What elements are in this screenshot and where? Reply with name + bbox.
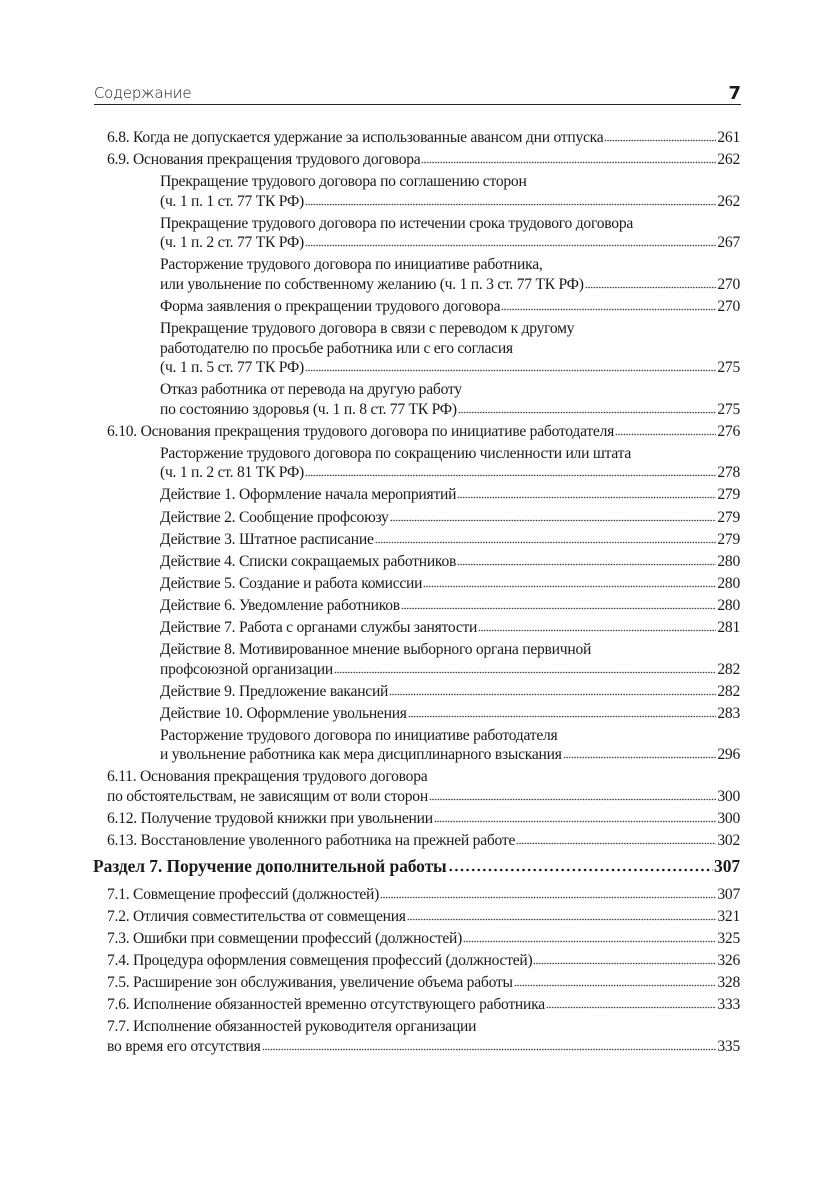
toc-entry[interactable] — [107, 995, 740, 1015]
toc-entry-title: (ч. 1 п. 2 ст. 81 ТК РФ) — [160, 464, 304, 482]
toc-entry-title: 7.5. Расширение зон обслуживания, увеличение объема работы — [107, 974, 513, 992]
toc-entry-line — [160, 255, 740, 275]
toc-entry-title: Расторжение трудового договора по сокращению численности или штата — [160, 444, 632, 462]
toc-page-number: 326 — [717, 951, 740, 969]
dot-leader — [563, 755, 717, 759]
toc-entry[interactable] — [107, 1017, 740, 1056]
toc-page-number: 280 — [717, 596, 740, 614]
toc-entry-title: работодателю по просьбе работника или с его согласия — [160, 339, 513, 357]
dot-leader — [380, 895, 716, 899]
toc-page-number: 275 — [717, 400, 740, 418]
toc-entry-line — [160, 726, 740, 746]
toc-entry-title: Действие 5. Создание и работа комиссии — [160, 574, 423, 592]
toc-entry-line — [160, 339, 740, 359]
toc-entry[interactable] — [107, 150, 740, 170]
dot-leader — [478, 628, 716, 632]
toc-entry[interactable] — [107, 297, 740, 317]
toc-entry-line — [107, 885, 740, 905]
toc-page-number: 283 — [717, 704, 740, 722]
toc-entry[interactable] — [107, 172, 740, 211]
toc-entry[interactable] — [107, 951, 740, 971]
toc-entry-line — [160, 530, 740, 550]
dot-leader — [615, 432, 716, 436]
dot-leader — [448, 868, 713, 872]
toc-page-number: 281 — [717, 619, 740, 636]
toc-entry-title: 6.10. Основания прекращения трудового договора по инициативе работодателя — [107, 422, 615, 440]
toc-page-number: 262 — [717, 192, 740, 210]
toc-entry-line — [160, 704, 740, 724]
toc-entry-line — [160, 214, 740, 234]
toc-entry-title: Раздел 7. Поручение дополнительной работы — [93, 855, 447, 876]
toc-entry-title: 6.8. Когда не допускается удержание за использованные авансом дни отпуска — [107, 129, 604, 146]
toc-entry[interactable] — [107, 704, 740, 724]
toc-entry-title: Расторжение трудового договора по инициативе работника, — [160, 256, 543, 274]
toc-entry-title: Действие 6. Уведомление работников — [160, 596, 400, 614]
toc-entry-line — [107, 951, 740, 971]
toc-entry-line — [160, 640, 740, 660]
dot-leader — [421, 160, 716, 164]
toc-entry[interactable] — [107, 618, 740, 638]
toc-entry[interactable] — [107, 552, 740, 572]
toc-entry-title: Действие 1. Оформление начала мероприятий — [160, 486, 457, 504]
toc-entry-line — [107, 787, 740, 807]
dot-leader — [305, 243, 716, 247]
dot-leader — [389, 692, 716, 696]
dot-leader — [408, 714, 717, 718]
toc-entry-title: 6.11. Основания прекращения трудового договора — [107, 768, 428, 786]
toc-entry-title: 7.4. Процедура оформления совмещения профессий (должностей) — [107, 951, 533, 969]
toc-page-number: 321 — [717, 907, 740, 925]
toc-entry[interactable] — [107, 380, 740, 419]
toc-entry-title: 7.6. Исполнение обязанностей временно отсутствующего работника — [107, 996, 545, 1014]
toc-entry-title: 6.13. Восстановление уволенного работника на прежней работе — [107, 832, 516, 850]
toc-entry-line — [107, 929, 740, 949]
toc-page-number: 267 — [717, 234, 740, 252]
toc-entry-title: 7.7. Исполнение обязанностей руководителя организации — [107, 1018, 477, 1036]
toc-entry-line — [107, 767, 740, 787]
dot-leader — [516, 841, 716, 845]
toc-entry-line — [107, 973, 740, 993]
toc-entry-title: Прекращение трудового договора по истечении срока трудового договора — [160, 214, 634, 232]
toc-entry-title: Действие 8. Мотивированное мнение выборного органа первичной — [160, 641, 592, 659]
dot-leader — [514, 983, 717, 987]
toc-entry-title: 6.9. Основания прекращения трудового договора — [107, 151, 421, 169]
toc-entry-title: Действие 3. Штатное расписание — [160, 530, 374, 548]
dot-leader — [604, 138, 716, 142]
toc-entry-title: 7.3. Ошибки при совмещении профессий (должностей) — [107, 929, 463, 947]
toc-entry-line — [107, 1017, 740, 1037]
toc-entry-line — [160, 444, 740, 464]
toc-entry-line — [160, 297, 740, 317]
toc-entry-line — [107, 831, 740, 851]
running-header — [94, 82, 741, 105]
toc-entry-line — [107, 907, 740, 927]
toc-entry-title: Действие 10. Оформление увольнения — [160, 704, 407, 722]
toc-entry[interactable] — [107, 255, 740, 294]
page-number: 7 — [728, 83, 741, 104]
toc-page-number: 276 — [717, 422, 740, 440]
toc-entry-title: профсоюзной организации — [160, 660, 333, 678]
toc-entry[interactable] — [107, 128, 740, 148]
dot-leader — [305, 473, 716, 477]
toc-entry-title: Расторжение трудового договора по инициативе работодателя — [160, 726, 558, 744]
dot-leader — [423, 584, 716, 588]
toc-entry[interactable] — [107, 640, 740, 679]
toc-entry-line — [160, 192, 740, 212]
toc-page-number: 279 — [717, 486, 740, 504]
toc-entry-title: Действие 7. Работа с органами службы занятости — [160, 619, 478, 636]
toc-entry-line — [160, 745, 740, 765]
toc-entry[interactable] — [107, 444, 740, 483]
toc-entry-title: Действие 9. Предложение вакансий — [160, 682, 389, 700]
toc-entry-title: по состоянию здоровья (ч. 1 п. 8 ст. 77 ТК РФ) — [160, 400, 457, 418]
toc-entry-line — [160, 233, 740, 253]
toc-entry-title: и увольнение работника как мера дисциплинарного взыскания — [160, 746, 562, 764]
dot-leader — [585, 285, 717, 289]
toc-page-number: 279 — [717, 508, 740, 526]
table-of-contents — [93, 128, 740, 1059]
toc-entry[interactable] — [107, 530, 740, 550]
toc-entry-line — [160, 275, 740, 295]
toc-entry-line — [107, 809, 740, 829]
dot-leader — [434, 819, 717, 823]
toc-page-number: 270 — [717, 297, 740, 315]
running-header-title: Содержание — [94, 84, 192, 102]
toc-entry-line — [107, 1037, 740, 1057]
toc-entry-title: Отказ работника от перевода на другую работу — [160, 381, 462, 399]
toc-entry-title: во время его отсутствия — [107, 1037, 261, 1055]
dot-leader — [407, 917, 717, 921]
toc-entry-line — [160, 574, 740, 594]
toc-entry[interactable] — [107, 907, 740, 927]
toc-page-number: 282 — [717, 682, 740, 700]
toc-page-number: 275 — [717, 359, 740, 377]
toc-entry[interactable] — [107, 885, 740, 905]
toc-page-number: 279 — [717, 530, 740, 548]
toc-entry-line — [160, 508, 740, 528]
toc-entry-line — [160, 682, 740, 702]
toc-entry-title: 7.2. Отличия совместительства от совмещения — [107, 907, 406, 925]
toc-page-number: 325 — [717, 929, 740, 947]
toc-entry[interactable] — [107, 508, 740, 528]
toc-entry[interactable] — [107, 682, 740, 702]
toc-entry-title: 6.12. Получение трудовой книжки при увольнении — [107, 810, 433, 828]
dot-leader — [463, 939, 716, 943]
toc-page-number: 280 — [717, 552, 740, 570]
toc-entry-line — [160, 596, 740, 616]
toc-page-number: 261 — [717, 129, 740, 146]
dot-leader — [533, 961, 716, 965]
toc-entry-line — [160, 400, 740, 420]
toc-page-number: 296 — [717, 746, 740, 764]
toc-entry[interactable] — [107, 596, 740, 616]
toc-entry-title: Прекращение трудового договора в связи с переводом к другому — [160, 320, 575, 338]
toc-entry-line — [160, 463, 740, 483]
dot-leader — [457, 562, 716, 566]
toc-entry-line — [107, 995, 740, 1015]
dot-leader — [458, 410, 717, 414]
dot-leader — [305, 202, 716, 206]
toc-entry-line — [160, 380, 740, 400]
toc-entry[interactable] — [107, 973, 740, 993]
toc-entry-title: (ч. 1 п. 5 ст. 77 ТК РФ) — [160, 359, 304, 377]
dot-leader — [546, 1005, 716, 1009]
toc-page-number: 335 — [717, 1037, 740, 1055]
toc-entry[interactable] — [107, 929, 740, 949]
toc-page-number: 262 — [717, 151, 740, 169]
toc-entry-title: (ч. 1 п. 1 ст. 77 ТК РФ) — [160, 192, 304, 210]
toc-entry-title: Действие 2. Сообщение профсоюзу — [160, 508, 389, 526]
toc-entry-line — [160, 552, 740, 572]
toc-entry-title: (ч. 1 п. 2 ст. 77 ТК РФ) — [160, 234, 304, 252]
toc-page-number: 307 — [717, 885, 740, 903]
dot-leader — [457, 495, 716, 499]
toc-entry-line — [107, 128, 740, 148]
toc-page-number: 300 — [717, 787, 740, 805]
dot-leader — [401, 606, 716, 610]
toc-page-number: 307 — [714, 855, 740, 876]
dot-leader — [305, 368, 716, 372]
toc-page-number: 282 — [717, 660, 740, 678]
toc-entry-title: Прекращение трудового договора по соглашению сторон — [160, 173, 527, 191]
toc-entry[interactable] — [107, 422, 740, 442]
toc-entry-title: 7.1. Совмещение профессий (должностей) — [107, 885, 380, 903]
dot-leader — [375, 540, 717, 544]
toc-entry-line — [107, 422, 740, 442]
toc-entry[interactable] — [107, 809, 740, 829]
toc-entry-line — [160, 172, 740, 192]
toc-page-number: 300 — [717, 810, 740, 828]
toc-entry[interactable] — [107, 574, 740, 594]
toc-entry[interactable] — [107, 485, 740, 505]
toc-page-number: 280 — [717, 574, 740, 592]
toc-page-number: 328 — [717, 974, 740, 992]
toc-entry[interactable] — [107, 767, 740, 806]
toc-page-number: 302 — [717, 832, 740, 850]
toc-entry[interactable] — [107, 214, 740, 253]
toc-entry-title: Форма заявления о прекращении трудового договора — [160, 297, 501, 315]
dot-leader — [390, 518, 717, 522]
toc-entry-line — [160, 485, 740, 505]
toc-entry[interactable] — [107, 831, 740, 851]
toc-page-number: 278 — [717, 464, 740, 482]
toc-entry-title: или увольнение по собственному желанию (ч. 1 п. 3 ст. 77 ТК РФ) — [160, 275, 584, 293]
toc-entry-line — [160, 319, 740, 339]
toc-entry-title: Действие 4. Списки сокращаемых работников — [160, 552, 457, 570]
toc-entry-line — [160, 358, 740, 378]
toc-entry[interactable] — [107, 726, 740, 765]
dot-leader — [429, 797, 716, 801]
toc-page-number: 270 — [717, 275, 740, 293]
toc-entry-line — [160, 660, 740, 680]
dot-leader — [262, 1047, 717, 1051]
toc-section-heading[interactable] — [93, 855, 740, 877]
toc-entry-line — [160, 618, 740, 638]
dot-leader — [501, 307, 716, 311]
dot-leader — [334, 670, 716, 674]
toc-entry-line — [107, 150, 740, 170]
toc-entry-line — [93, 855, 740, 877]
toc-page-number: 333 — [717, 996, 740, 1014]
toc-entry-title: по обстоятельствам, не зависящим от воли сторон — [107, 787, 428, 805]
toc-entry[interactable] — [107, 319, 740, 378]
